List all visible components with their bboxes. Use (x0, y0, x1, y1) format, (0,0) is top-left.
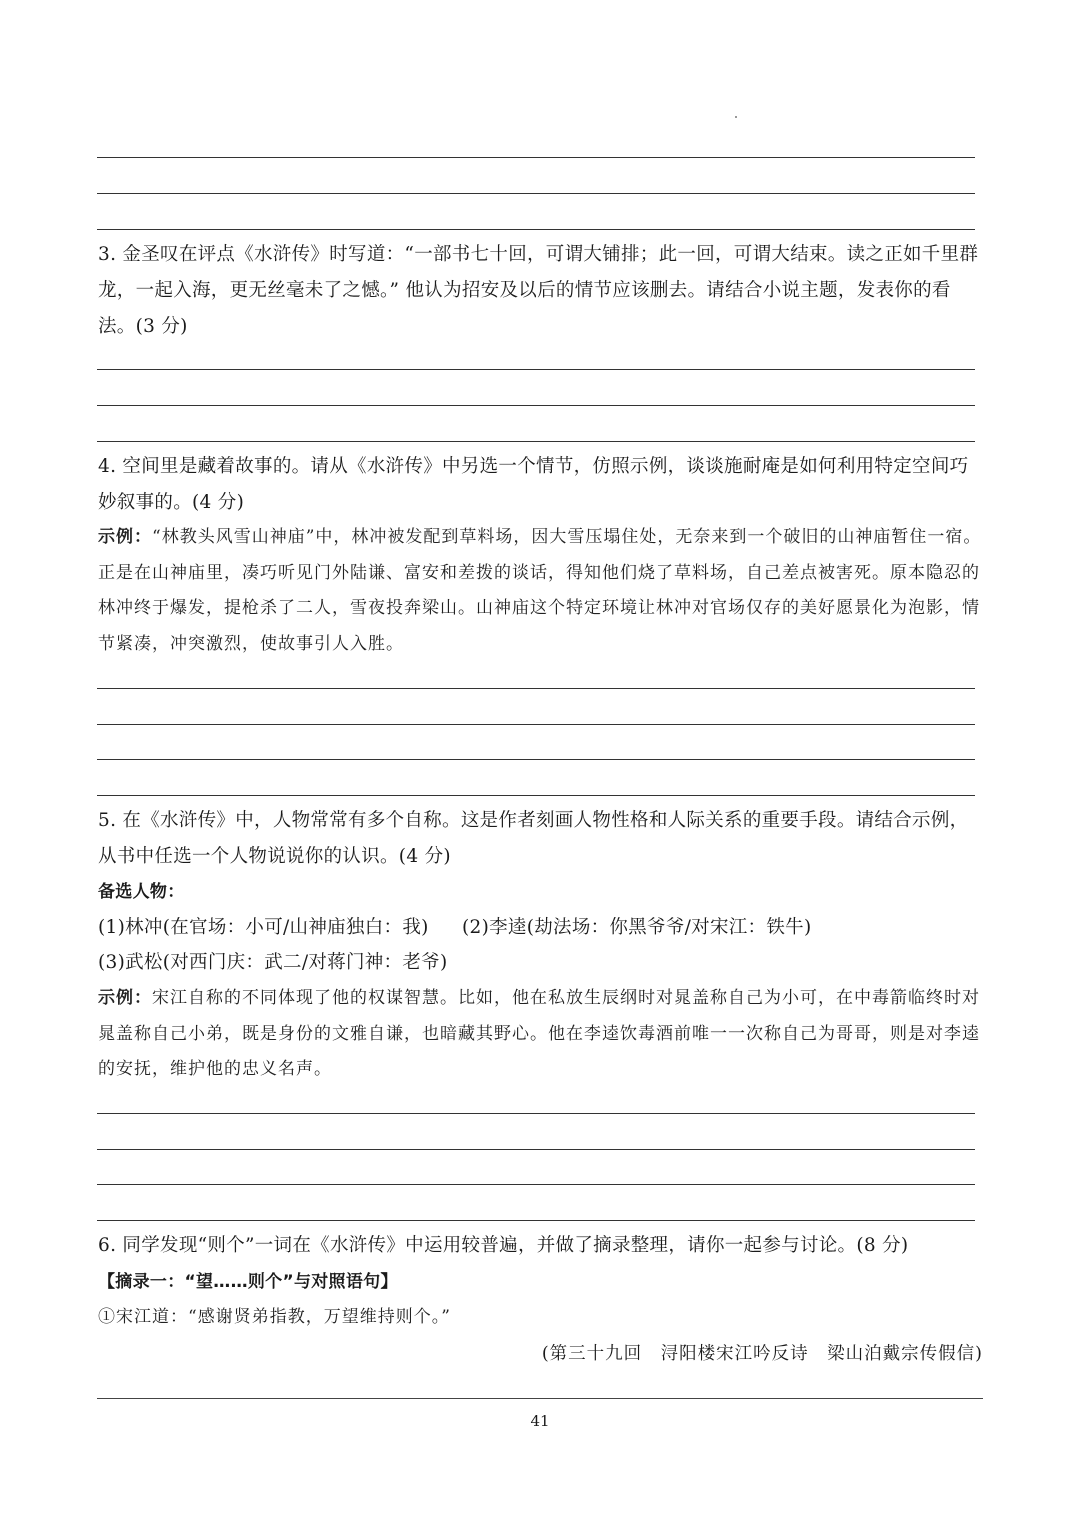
excerpt-title: 【摘录一：“望……则个”与对照语句】 (98, 1272, 398, 1292)
question-5-example (98, 981, 984, 1088)
candidate-option-1: (1)林冲(在官场：小可/山神庙独白：我) (98, 917, 429, 938)
example-text: “林教头风雪山神庙”中，林冲被发配到草料场，因大雪压塌住处，无奈来到一个破旧的山神庙暂住一宿。正是在山神庙里，凑巧听见门外陆谦、富安和差拨的谈话，得知他们烧了草料场，自己差点被害死。原本隐忍的林冲终于爆发，提枪杀了二人，雪夜投奔梁山。山神庙这个特定环境让林冲对官场仅存的美好愿景化为泡影，情节紧凑，冲突激烈，使故事引人入胜。 (98, 527, 982, 654)
question-3: 3. 金圣叹在评点《水浒传》时写道：“一部书七十回，可谓大铺排；此一回，可谓大结束。读之正如千里群龙，一起入海，更无丝毫未了之憾。” 他认为招安及以后的情节应该删去。请结合小说主题，发表你的看法。(3 分) (98, 244, 979, 337)
example-label: 示例： (98, 988, 152, 1008)
answer-line[interactable] (97, 229, 975, 230)
candidates-label: 备选人物： (98, 882, 185, 902)
example-label: 示例： (98, 527, 152, 547)
question-5: 5. 在《水浒传》中，人物常常有多个自称。这是作者刻画人物性格和人际关系的重要手段。请结合示例，从书中任选一个人物说说你的认识。(4 分) (98, 810, 969, 867)
answer-line[interactable] (97, 724, 975, 725)
answer-line[interactable] (97, 688, 975, 689)
answer-line[interactable] (97, 157, 975, 158)
question-4: 4. 空间里是藏着故事的。请从《水浒传》中另选一个情节，仿照示例，谈谈施耐庵是如何利用特定空间巧妙叙事的。(4 分) (98, 456, 969, 513)
example-text: 宋江自称的不同体现了他的权谋智慧。比如，他在私放生辰纲时对晁盖称自己为小可，在中毒箭临终时对晁盖称自己小弟，既是身份的文雅自谦，也暗藏其野心。他在李逵饮毒酒前唯一一次称自己为哥哥，则是对李逵的安抚，维护他的忠义名声。 (98, 988, 980, 1079)
answer-line[interactable] (97, 759, 975, 760)
answer-line[interactable] (97, 1184, 975, 1185)
candidate-option-3: (3)武松(对西门庆：武二/对蒋门神：老爷) (98, 952, 448, 973)
answer-line[interactable] (97, 1113, 975, 1114)
page-number: 41 (530, 1412, 550, 1430)
answer-line[interactable] (97, 1149, 975, 1150)
answer-line[interactable] (97, 193, 975, 194)
excerpt-source: (第三十九回 浔阳楼宋江吟反诗 梁山泊戴宗传假信) (541, 1344, 983, 1364)
footer-divider (97, 1398, 983, 1399)
answer-line[interactable] (97, 1220, 975, 1221)
scan-speck (735, 116, 737, 118)
question-6: 6. 同学发现“则个”一词在《水浒传》中运用较普遍，并做了摘录整理，请你一起参与讨论。(8 分) (98, 1235, 909, 1256)
answer-line[interactable] (97, 795, 975, 796)
candidate-option-2: (2)李逵(劫法场：你黑爷爷/对宋江：铁牛) (462, 917, 812, 938)
question-4-example (98, 520, 984, 662)
answer-line[interactable] (97, 369, 975, 370)
answer-line[interactable] (97, 405, 975, 406)
excerpt-item: ①宋江道：“感谢贤弟指教，万望维持则个。” (98, 1307, 451, 1327)
answer-line[interactable] (97, 441, 975, 442)
